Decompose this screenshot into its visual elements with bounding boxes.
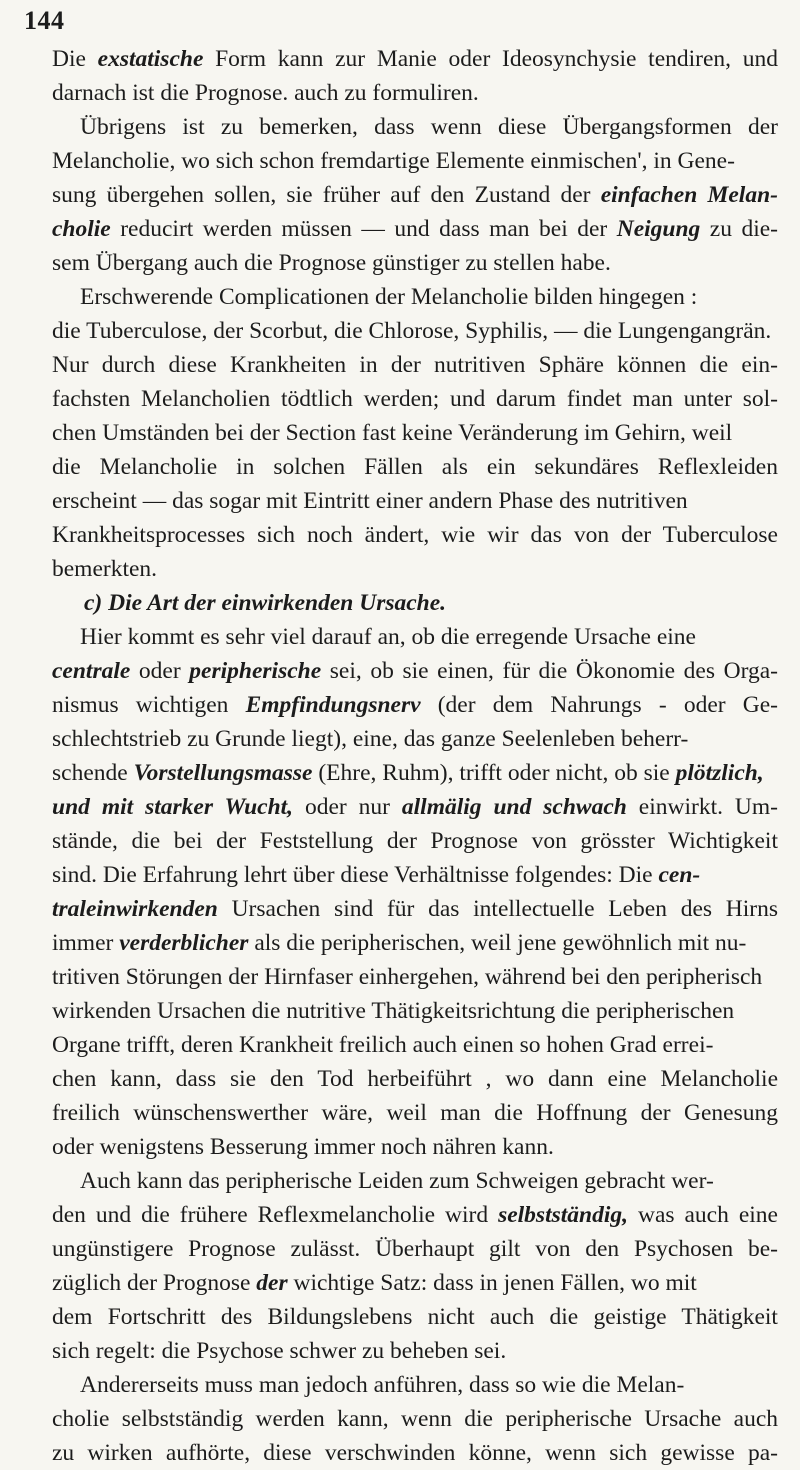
text-run: tritiven Störungen der Hirnfaser einhergehen, während bei den peripherisch	[52, 964, 763, 990]
text-run: erscheint — das sogar mit Eintritt einer andern Phase des nutritiven	[52, 488, 688, 514]
text-run: ungünstigere Prognose zulässt. Überhaupt gilt von den Psychosen be-	[52, 1236, 778, 1262]
text-run: darnach ist die Prognose. auch zu formuliren.	[52, 80, 479, 106]
emphasized-text: verderblicher	[119, 930, 249, 956]
text-run: freilich wünschenswerther wäre, weil man die Hoffnung der Genesung	[52, 1100, 778, 1126]
text-run: Erschwerende Complicationen der Melancholie bilden hingegen :	[80, 284, 698, 310]
text-run: oder	[130, 658, 190, 684]
text-run: die Tuberculose, der Scorbut, die Chlorose, Syphilis, — die Lungengangrän.	[52, 318, 772, 344]
text-line	[52, 858, 778, 892]
text-run: was auch eine	[628, 1202, 778, 1228]
text-run: sich regelt: die Psychose schwer zu beheben sei.	[52, 1338, 507, 1364]
text-line	[52, 790, 778, 824]
text-line	[52, 382, 778, 416]
text-run: (Ehre, Ruhm), trifft oder nicht, ob sie	[312, 760, 676, 786]
text-run: reducirt werden müssen — und dass man bei der	[110, 216, 617, 242]
text-line	[52, 518, 778, 552]
emphasized-text: und mit starker Wucht,	[52, 794, 294, 820]
text-run: sind. Die Erfahrung lehrt über diese Verhältnisse folgendes: Die	[52, 862, 659, 888]
text-line	[52, 1096, 778, 1130]
text-line	[52, 110, 778, 144]
text-line	[52, 1266, 778, 1300]
text-run: bemerkten.	[52, 556, 158, 582]
text-line	[52, 722, 778, 756]
text-line	[52, 960, 778, 994]
text-run: Form kann zur Manie oder Ideosynchysie tendiren, und	[203, 46, 778, 72]
emphasized-text: traleinwirkenden	[52, 896, 218, 922]
emphasized-text: cholie	[52, 216, 111, 242]
text-line	[52, 348, 778, 382]
emphasized-text: allmälig und schwach	[401, 794, 627, 820]
emphasized-text: einfachen Melan-	[600, 182, 778, 208]
text-run: stände, die bei der Feststellung der Prognose von grösster Wichtigkeit	[52, 828, 778, 854]
text-run: chen Umständen bei der Section fast keine Veränderung im Gehirn, weil	[52, 420, 733, 446]
body-text	[52, 42, 778, 1470]
emphasized-text: peripherische	[189, 658, 322, 684]
text-line	[52, 1232, 778, 1266]
text-line	[52, 1028, 778, 1062]
text-line	[52, 1334, 778, 1368]
text-run: cholie selbstständig werden kann, wenn die peripherische Ursache auch	[52, 1406, 778, 1432]
emphasized-text: Empfindungsnerv	[245, 692, 421, 718]
text-line	[52, 144, 778, 178]
text-line	[52, 314, 778, 348]
text-line	[52, 1062, 778, 1096]
text-run: Melancholie, wo sich schon fremdartige Elemente einmischen', in Gene-	[52, 148, 735, 174]
text-run: einwirkt. Um-	[626, 794, 778, 820]
emphasized-text: centrale	[52, 658, 131, 684]
text-line	[52, 484, 778, 518]
text-run: Organe trifft, deren Krankheit freilich auch einen so hohen Grad errei-	[52, 1032, 714, 1058]
text-run: schlechtstrieb zu Grunde liegt), eine, das ganze Seelenleben beherr-	[52, 726, 689, 752]
text-run: oder nur	[293, 794, 402, 820]
text-run: den und die frühere Reflexmelancholie wird	[52, 1202, 499, 1228]
text-run: nismus wichtigen	[52, 692, 246, 718]
text-line	[52, 416, 778, 450]
page-number: 144	[24, 6, 65, 35]
text-run: züglich der Prognose	[52, 1270, 257, 1296]
emphasized-text: der	[256, 1270, 288, 1296]
text-run: (der dem Nahrungs - oder Ge-	[420, 692, 778, 718]
text-line	[52, 994, 778, 1028]
text-run: schende	[52, 760, 134, 786]
emphasized-text: cen-	[658, 862, 701, 888]
text-line	[52, 620, 778, 654]
text-line	[52, 654, 778, 688]
text-line	[52, 552, 778, 586]
section-heading	[52, 586, 778, 620]
text-run: Hier kommt es sehr viel darauf an, ob die erregende Ursache eine	[80, 624, 696, 650]
text-line	[52, 1368, 778, 1402]
text-run: wirkenden Ursachen die nutritive Thätigkeitsrichtung die peripherischen	[52, 998, 735, 1024]
text-run: sei, ob sie einen, für die Ökonomie des Orga-	[321, 658, 778, 684]
text-run: wichtige Satz: dass in jenen Fällen, wo mit	[287, 1270, 697, 1296]
text-line	[52, 1130, 778, 1164]
text-line	[52, 1164, 778, 1198]
text-line	[52, 1198, 778, 1232]
text-run: Ursachen sind für das intellectuelle Leben des Hirns	[217, 896, 778, 922]
emphasized-text: c) Die Art der einwirkenden Ursache.	[84, 590, 447, 616]
emphasized-text: plötzlich,	[675, 760, 764, 786]
text-run: dem Fortschritt des Bildungslebens nicht auch die geistige Thätigkeit	[52, 1304, 778, 1330]
text-line	[52, 892, 778, 926]
text-line	[52, 756, 778, 790]
text-line	[52, 1436, 778, 1470]
text-run: chen kann, dass sie den Tod herbeiführt , wo dann eine Melancholie	[52, 1066, 778, 1092]
text-run: Andererseits muss man jedoch anführen, dass so wie die Melan-	[80, 1372, 685, 1398]
text-run: oder wenigstens Besserung immer noch nähren kann.	[52, 1134, 554, 1160]
text-line	[52, 212, 778, 246]
text-line	[52, 824, 778, 858]
text-run: zu die-	[700, 216, 778, 242]
text-run: als die peripherischen, weil jene gewöhnlich mit nu-	[248, 930, 747, 956]
text-line	[52, 42, 778, 76]
text-run: sem Übergang auch die Prognose günstiger zu stellen habe.	[52, 250, 611, 276]
emphasized-text: Vorstellungsmasse	[133, 760, 313, 786]
text-line	[52, 1402, 778, 1436]
emphasized-text: Neigung	[616, 216, 701, 242]
text-run: Nur durch diese Krankheiten in der nutritiven Sphäre können die ein-	[52, 352, 778, 378]
emphasized-text: selbstständig,	[498, 1202, 629, 1228]
text-line	[52, 450, 778, 484]
text-run: Krankheitsprocesses sich noch ändert, wie wir das von der Tuberculose	[52, 522, 778, 548]
text-run: Auch kann das peripherische Leiden zum Schweigen gebracht wer-	[80, 1168, 714, 1194]
text-line	[52, 688, 778, 722]
text-line	[52, 1300, 778, 1334]
text-run: immer	[52, 930, 120, 956]
text-line	[52, 280, 778, 314]
text-run: sung übergehen sollen, sie früher auf den Zustand der	[52, 182, 601, 208]
text-line	[52, 76, 778, 110]
text-run: Die	[52, 46, 98, 72]
text-line	[52, 246, 778, 280]
text-line	[52, 178, 778, 212]
text-line	[52, 926, 778, 960]
text-run: die Melancholie in solchen Fällen als ein sekundäres Reflexleiden	[52, 454, 778, 480]
text-run: zu wirken aufhörte, diese verschwinden könne, wenn sich gewisse pa-	[52, 1440, 778, 1466]
text-run: Übrigens ist zu bemerken, dass wenn diese Übergangsformen der	[80, 114, 778, 140]
emphasized-text: exstatische	[97, 46, 204, 72]
text-run: fachsten Melancholien tödtlich werden; und darum findet man unter sol-	[52, 386, 778, 412]
